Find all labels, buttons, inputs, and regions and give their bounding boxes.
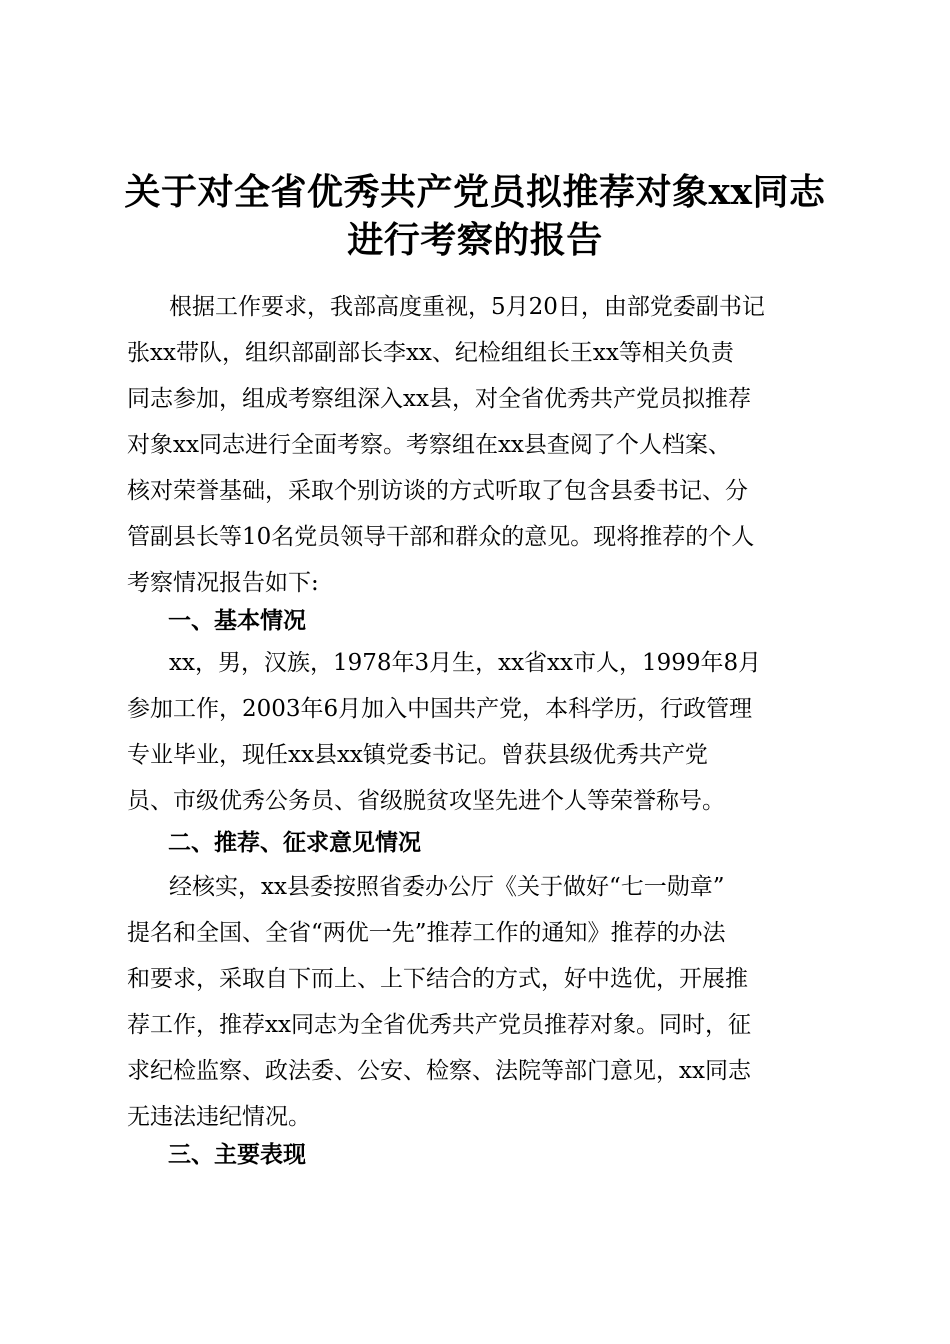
paragraph-line: 张xx带队，组织部副部长李xx、纪检组组长王xx等相关负责 [127,340,734,366]
section-heading-basic-info: 一、基本情况 [168,607,306,634]
paragraph-line: 专业毕业，现任xx县xx镇党委书记。曾获县级优秀共产党 [127,742,708,768]
paragraph-line: 考察情况报告如下: [127,570,319,596]
paragraph-line: 对象xx同志进行全面考察。考察组在xx县查阅了个人档案、 [127,432,731,458]
paragraph-line: xx，男，汉族，1978年3月生，xx省xx市人，1999年8月 [169,650,762,676]
document-title-line-2: 进行考察的报告 [347,219,603,261]
section-heading-main-performance: 三、主要表现 [168,1141,306,1168]
paragraph-line: 求纪检监察、政法委、公安、检察、法院等部门意见，xx同志 [127,1058,751,1084]
paragraph-line: 核对荣誉基础，采取个别访谈的方式听取了包含县委书记、分 [127,478,748,504]
paragraph-line: 经核实，xx县委按照省委办公厅《关于做好“七一勋章” [169,874,725,900]
section-heading-recommendation: 二、推荐、征求意见情况 [168,829,421,856]
paragraph-line: 管副县长等10名党员领导干部和群众的意见。现将推荐的个人 [127,524,755,550]
paragraph-line: 参加工作，2003年6月加入中国共产党，本科学历，行政管理 [127,696,753,722]
paragraph-line: 员、市级优秀公务员、省级脱贫攻坚先进个人等荣誉称号。 [127,788,725,814]
intro-paragraph [127,284,827,606]
paragraph-line: 无违法违纪情况。 [127,1104,311,1130]
document-title-line-1: 关于对全省优秀共产党员拟推荐对象xx同志 [124,171,826,213]
basic-info-paragraph [127,640,827,824]
paragraph-line: 同志参加，组成考察组深入xx县，对全省优秀共产党员拟推荐 [127,386,751,412]
paragraph-line: 荐工作，推荐xx同志为全省优秀共产党员推荐对象。同时，征 [127,1012,751,1038]
paragraph-line: 提名和全国、全省“两优一先”推荐工作的通知》推荐的办法 [127,920,726,946]
recommendation-paragraph [127,864,827,1140]
paragraph-line: 根据工作要求，我部高度重视，5月20日，由部党委副书记 [169,294,765,320]
paragraph-line: 和要求，采取自下而上、上下结合的方式，好中选优，开展推 [127,966,748,992]
